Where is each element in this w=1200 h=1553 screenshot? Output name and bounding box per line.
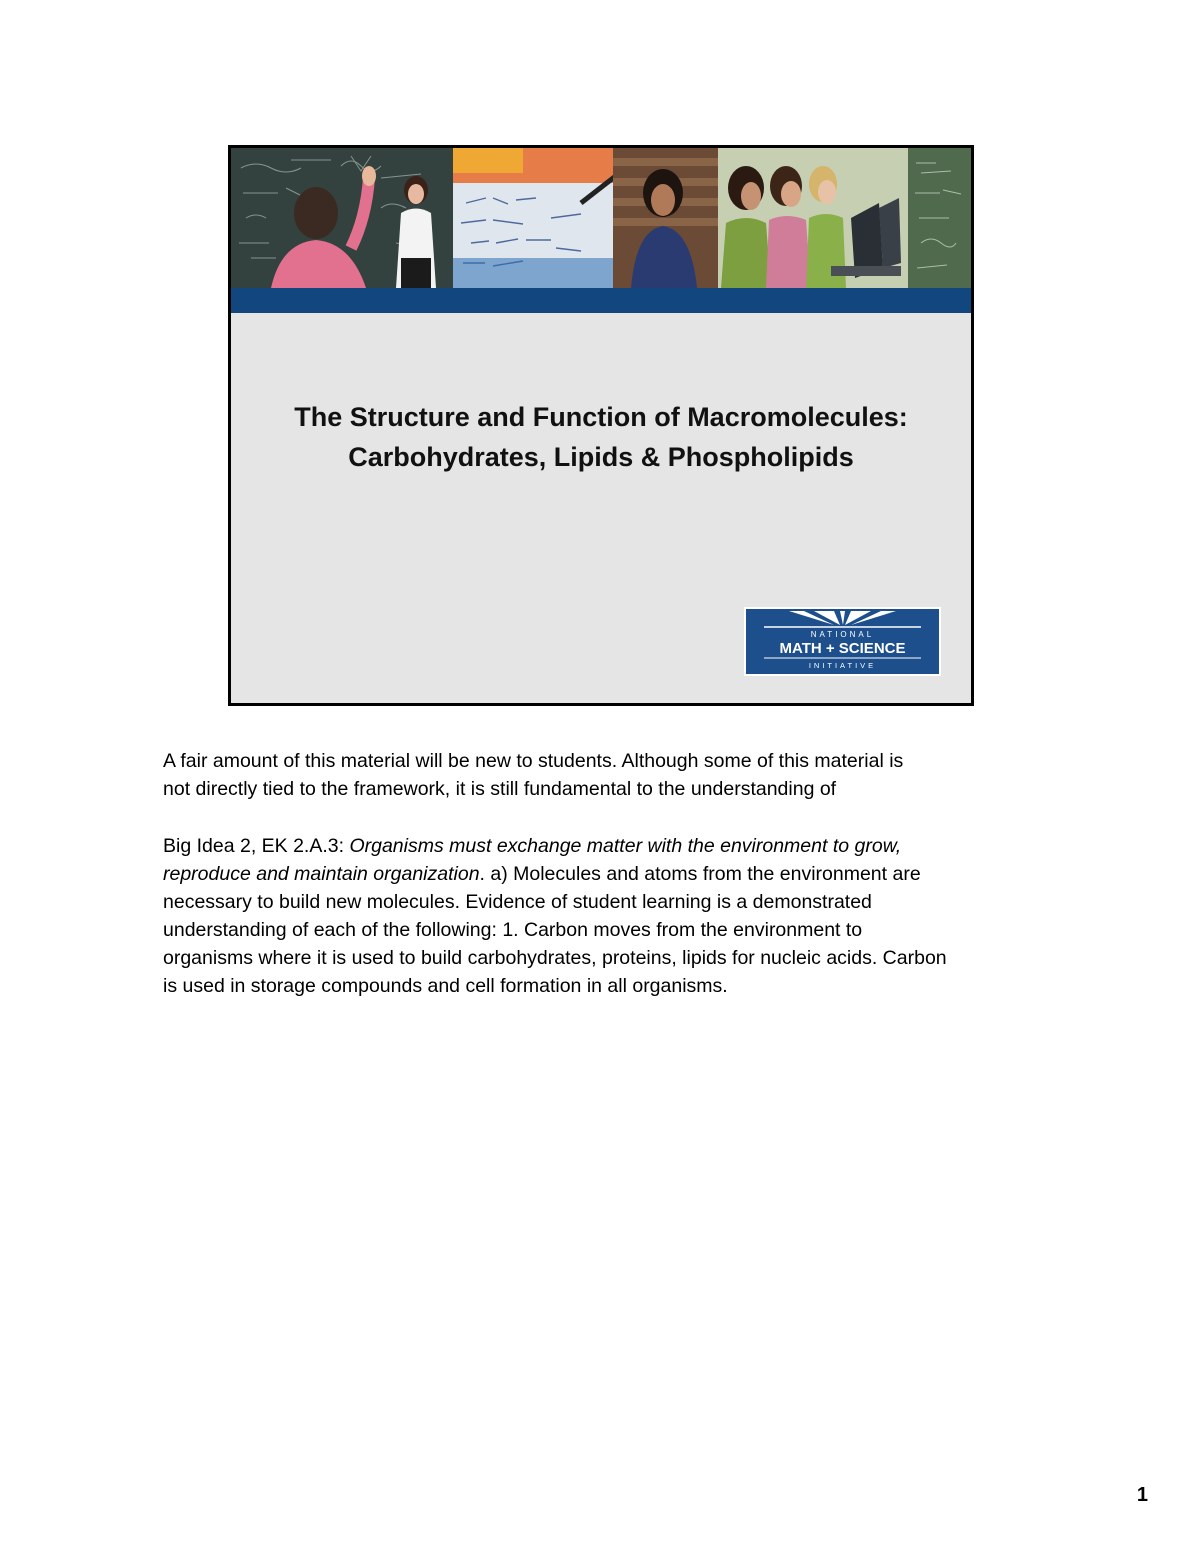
notes-paragraph-1 — [163, 747, 1053, 803]
notes-paragraph-2 — [163, 832, 1053, 1000]
logo-text-initiative: INITIATIVE — [808, 661, 877, 670]
notes-line — [163, 860, 1053, 888]
slide-title-line1: The Structure and Function of Macromolecules: — [294, 402, 908, 432]
big-idea-prefix: Big Idea 2, EK 2.A.3: — [163, 835, 350, 857]
photo-collage-image — [231, 148, 971, 288]
notes-line: understanding of each of the following: 1. Carbon moves from the environment to — [163, 919, 863, 941]
ek-italic-text: Organisms must exchange matter with the environment to grow, — [349, 835, 902, 857]
notes-line: not directly tied to the framework, it is still fundamental to the understanding of — [163, 778, 837, 800]
ek-italic-text: reproduce and maintain organization — [163, 863, 480, 885]
page-number: 1 — [1136, 1484, 1148, 1506]
notes-line: is used in storage compounds and cell formation in all organisms. — [163, 975, 728, 997]
notes-line: necessary to build new molecules. Evidence of student learning is a demonstrated — [163, 891, 872, 913]
slide-title-line2: Carbohydrates, Lipids & Phospholipids — [348, 442, 854, 472]
notes-line: organisms where it is used to build carbohydrates, proteins, lipids for nucleic acids. Carbon — [163, 947, 947, 969]
slide-blue-band — [231, 288, 971, 313]
notes-line — [163, 832, 1053, 860]
photo-banner — [231, 148, 971, 288]
notes-text: . a) Molecules and atoms from the environment are — [479, 863, 921, 885]
logo-text-national: NATIONAL — [810, 630, 875, 639]
notes-line: A fair amount of this material will be new to students. Although some of this material is — [163, 750, 904, 772]
logo-text-math-science: MATH + SCIENCE — [779, 640, 906, 657]
slide-thumbnail — [228, 145, 974, 706]
nmsi-logo — [744, 607, 941, 676]
